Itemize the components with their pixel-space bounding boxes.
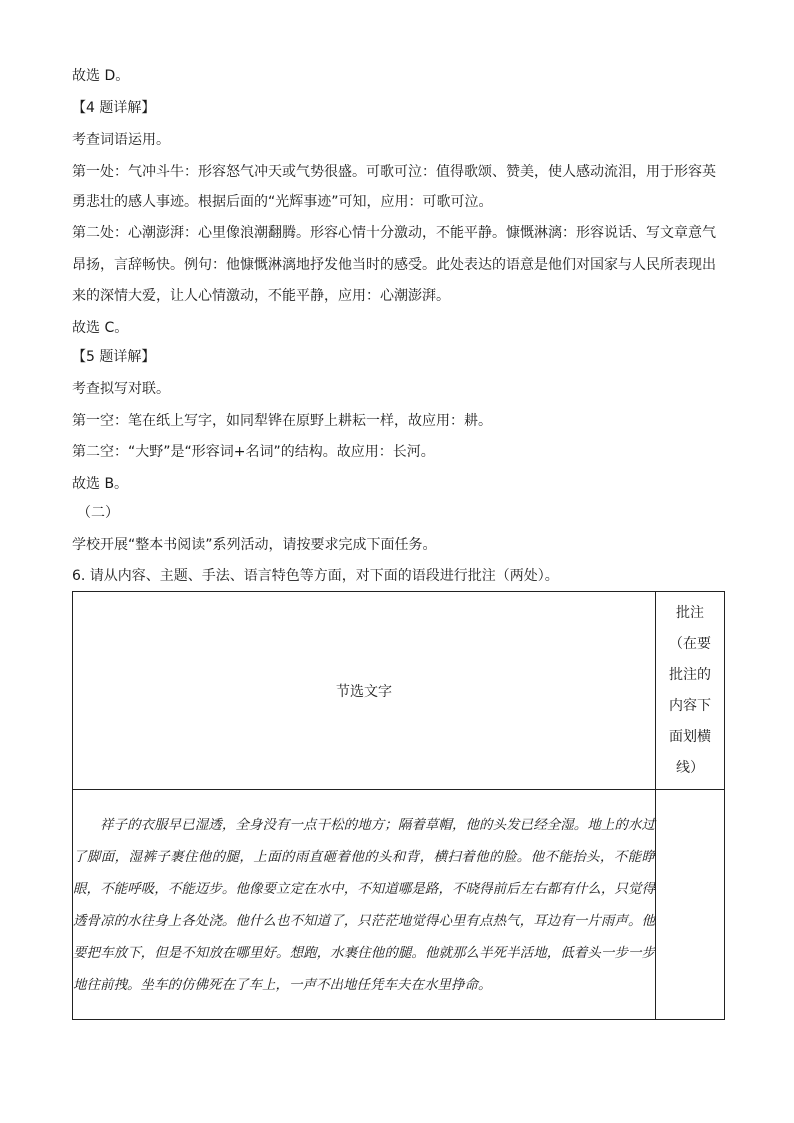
header-note-line: 批注	[676, 604, 704, 621]
header-note-line: 内容下	[669, 697, 711, 714]
annotation-table	[72, 591, 725, 1020]
text-line: 昂扬，言辞畅快。例句：他慷慨淋漓地抒发他当时的感受。此处表达的语意是他们对国家与人民所表现出	[72, 257, 716, 273]
part-heading: （二）	[77, 505, 119, 521]
header-note-line: 线）	[676, 759, 704, 776]
text-line: 勇悲壮的感人事迹。根据后面的“光辉事迹”可知，应用：可歌可泣。	[72, 194, 493, 210]
section-heading-q5: 【5 题详解】	[72, 349, 156, 365]
header-note-line: 批注的	[669, 666, 711, 683]
text-line: 来的深情大爱，让人心情激动，不能平静，应用：心潮澎湃。	[72, 288, 450, 304]
header-note-line: （在要	[669, 635, 711, 652]
instruction-line: 学校开展“整本书阅读”系列活动，请按要求完成下面任务。	[72, 537, 437, 553]
table-header-row	[73, 592, 725, 790]
text-line: 第一处：气冲斗牛：形容怒气冲天或气势很盛。可歌可泣：值得歌颂、赞美，使人感动流泪，用于形容英	[72, 164, 716, 180]
text-line: 第一空：笔在纸上写字，如同犁铧在原野上耕耘一样，故应用：耕。	[72, 413, 492, 429]
answer-line: 故选 B。	[72, 476, 129, 492]
note-cell[interactable]	[656, 790, 725, 1020]
text-line: 考查拟写对联。	[72, 381, 170, 397]
text-line: 考查词语运用。	[72, 132, 170, 148]
passage-cell: 祥子的衣服早已湿透，全身没有一点干松的地方；隔着草帽，他的头发已经全湿。地上的水过了脚面，湿裤子裹住他的腿，上面的雨直砸着他的头和背，横扫着他的脸。他不能抬头，不能睁眼，不能呼吸，不能迈步。他像要立定在水中，不知道哪是路，不晓得前后左右都有什么，只觉得透骨凉的水往身上各处浇。他什么也不知道了，只茫茫地觉得心里有点热气，耳边有一片雨声。他要把车放下，但是不知放在哪里好。想跑，水裹住他的腿。他就那么半死半活地，低着头一步一步地往前拽。坐车的仿佛死在了车上，一声不出地任凭车夫在水里挣命。	[73, 790, 656, 1020]
header-note-cell	[656, 592, 725, 790]
section-heading-q4: 【4 题详解】	[72, 100, 156, 116]
answer-line: 故选 C。	[72, 320, 129, 336]
table-row	[73, 790, 725, 1020]
text-line: 第二空：“大野”是“形容词+名词”的结构。故应用：长河。	[72, 444, 435, 460]
text-line: 第二处：心潮澎湃：心里像浪潮翻腾。形容心情十分激动，不能平静。慷慨淋漓：形容说话、写文章意气	[72, 225, 716, 241]
header-excerpt-cell: 节选文字	[73, 592, 656, 790]
answer-line: 故选 D。	[72, 68, 130, 84]
question-6: 6. 请从内容、主题、手法、语言特色等方面，对下面的语段进行批注（两处）。	[72, 568, 559, 584]
header-note-line: 面划横	[669, 728, 711, 745]
